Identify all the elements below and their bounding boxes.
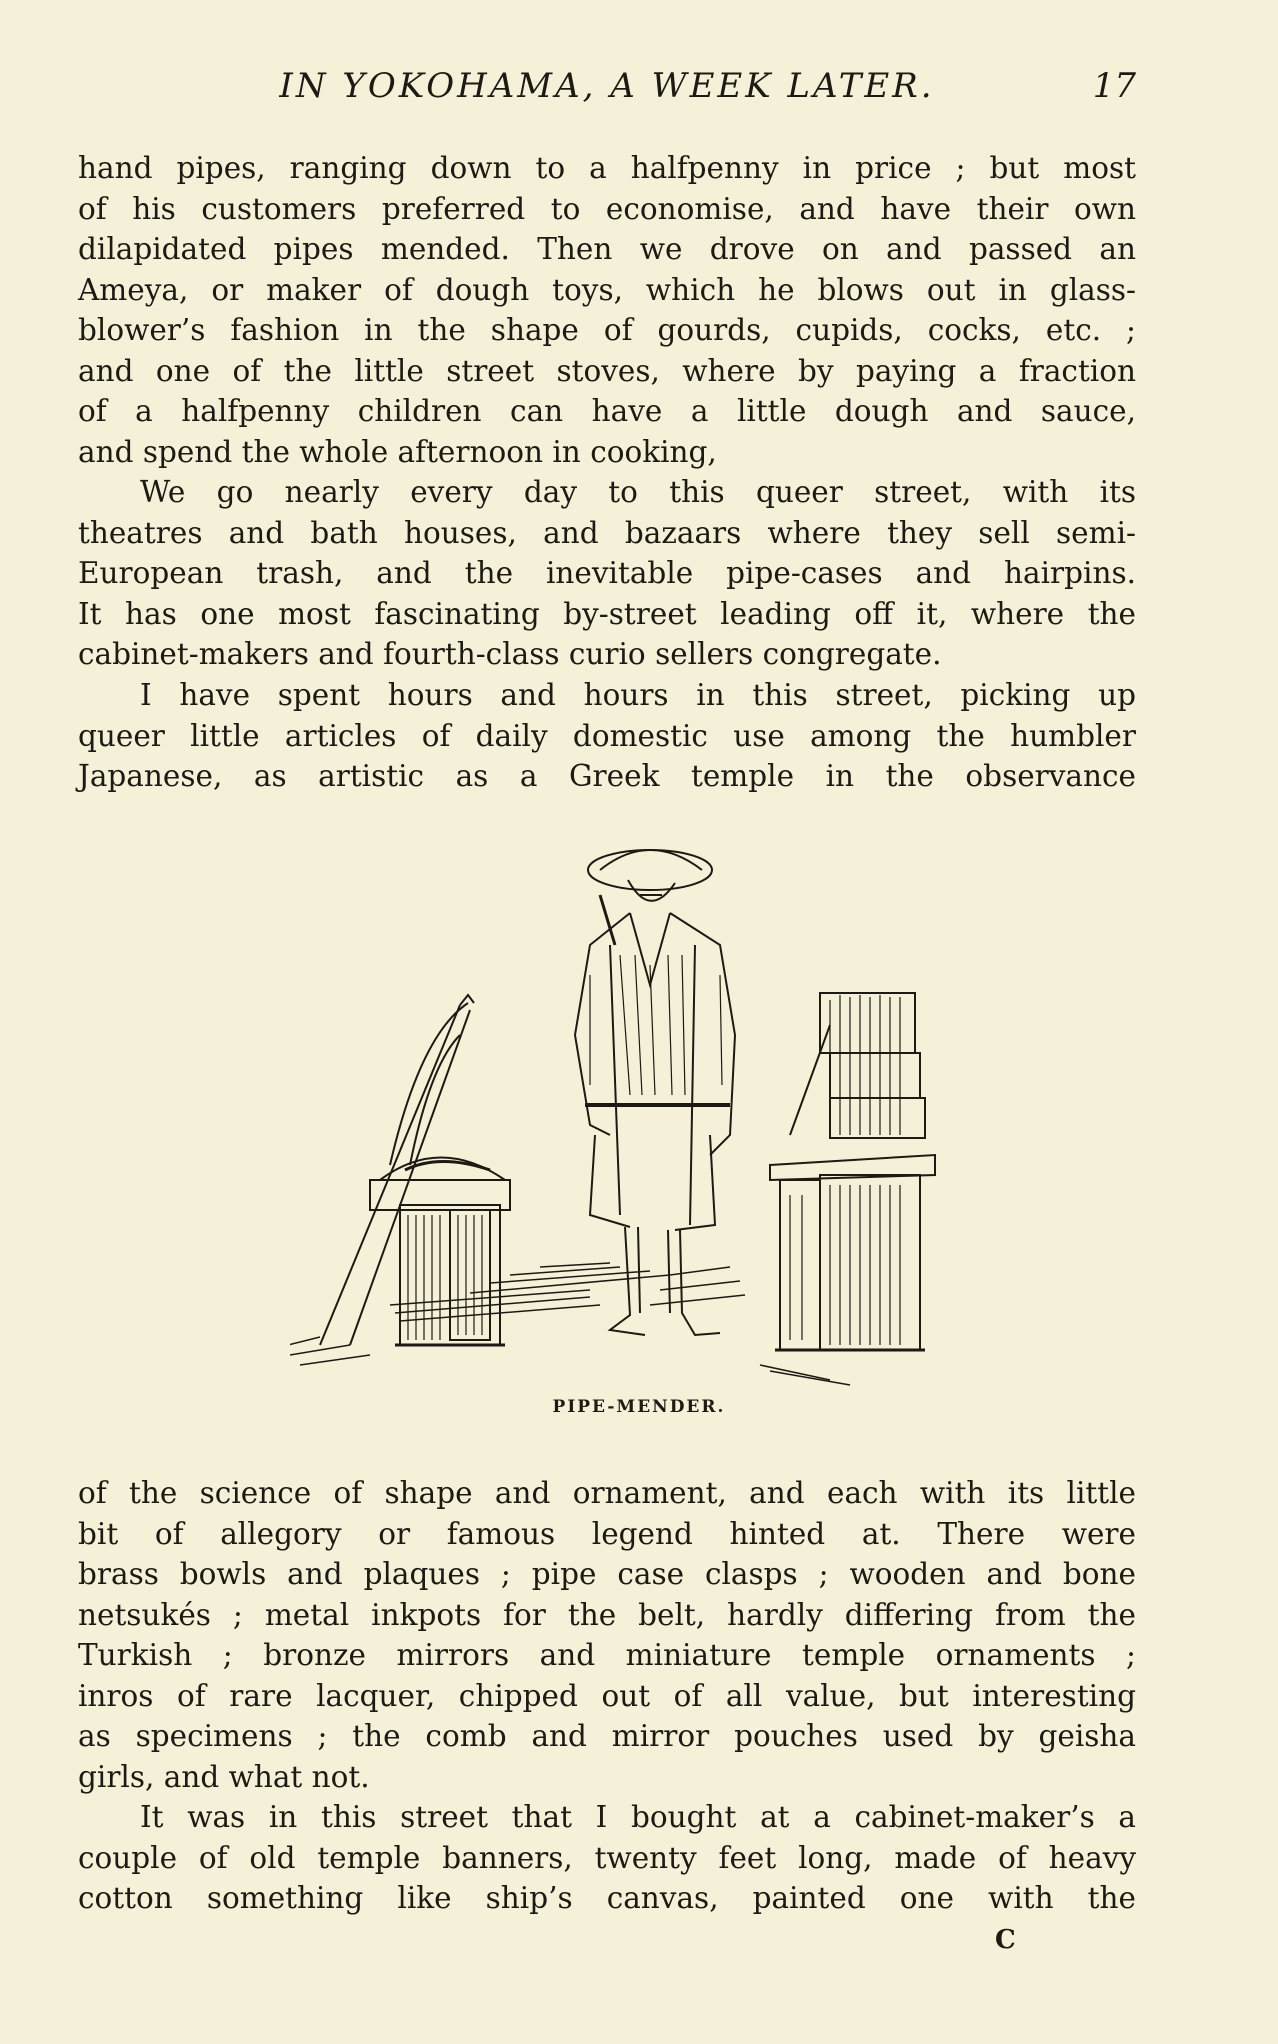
pipe-mender-figure: [575, 850, 735, 1335]
text-line: as specimens ; the comb and mirror pouches used by geisha: [78, 1719, 1136, 1753]
text-line: cotton something like ship’s canvas, painted one with the: [78, 1881, 1136, 1915]
text-line: girls, and what not.: [78, 1759, 370, 1794]
text-line: brass bowls and plaques ; pipe case clasps ; wooden and bone: [78, 1557, 1136, 1591]
text-line: It has one most fascinating by-street leading off it, where the: [78, 596, 1136, 631]
text-line: Japanese, as artistic as a Greek temple in the observance: [78, 759, 1136, 793]
text-line: Turkish ; bronze mirrors and miniature temple ornaments ;: [78, 1638, 1136, 1672]
figure-caption: PIPE-MENDER.: [552, 1397, 726, 1417]
text-line: of the science of shape and ornament, and each with its little: [78, 1476, 1136, 1510]
right-pipe-box: [770, 993, 935, 1350]
text-line: European trash, and the inevitable pipe-cases and hairpins.: [78, 556, 1136, 590]
text-line: Ameya, or maker of dough toys, which he blows out in glass-: [78, 272, 1136, 307]
text-line: We go nearly every day to this queer street, with its: [140, 475, 1136, 509]
paragraph-5: [78, 1797, 1136, 1919]
paragraph-2: [78, 472, 1136, 675]
text-line: theatres and bath houses, and bazaars where they sell semi-: [78, 515, 1136, 550]
text-line: couple of old temple banners, twenty feet long, made of heavy: [78, 1840, 1136, 1875]
text-line: cabinet-makers and fourth-class curio sellers congregate.: [78, 637, 942, 671]
running-title: IN YOKOHAMA, A WEEK LATER.: [279, 66, 935, 106]
text-line: netsukés ; metal inkpots for the belt, hardly differing from the: [78, 1597, 1136, 1632]
text-line: I have spent hours and hours in this street, picking up: [140, 678, 1136, 712]
pipe-mender-illustration: [290, 835, 950, 1395]
text-line: and one of the little street stoves, where by paying a fraction: [78, 353, 1136, 388]
signature-mark: C: [995, 1925, 1016, 1955]
text-line: of a halfpenny children can have a little dough and sauce,: [78, 394, 1136, 428]
text-line: It was in this street that I bought at a cabinet-maker’s a: [140, 1800, 1136, 1834]
left-tool-box: [320, 995, 510, 1345]
running-head: [78, 62, 1136, 112]
text-line: and spend the whole afternoon in cooking,: [78, 434, 717, 469]
ground-hatching: [290, 1263, 850, 1385]
text-line: dilapidated pipes mended. Then we drove on and passed an: [78, 232, 1136, 266]
paragraph-1: [78, 148, 1136, 472]
text-line: inros of rare lacquer, chipped out of all value, but interesting: [78, 1678, 1136, 1713]
text-line: queer little articles of daily domestic use among the humbler: [78, 718, 1136, 753]
text-line: blower’s fashion in the shape of gourds, cupids, cocks, etc. ;: [78, 313, 1136, 347]
text-line: hand pipes, ranging down to a halfpenny in price ; but most: [78, 151, 1136, 185]
text-line: of his customers preferred to economise, and have their own: [78, 191, 1136, 226]
paragraph-4: [78, 1473, 1136, 1797]
page-number: 17: [1092, 66, 1136, 106]
text-line: bit of allegory or famous legend hinted at. There were: [78, 1516, 1136, 1551]
paragraph-3: [78, 675, 1136, 797]
